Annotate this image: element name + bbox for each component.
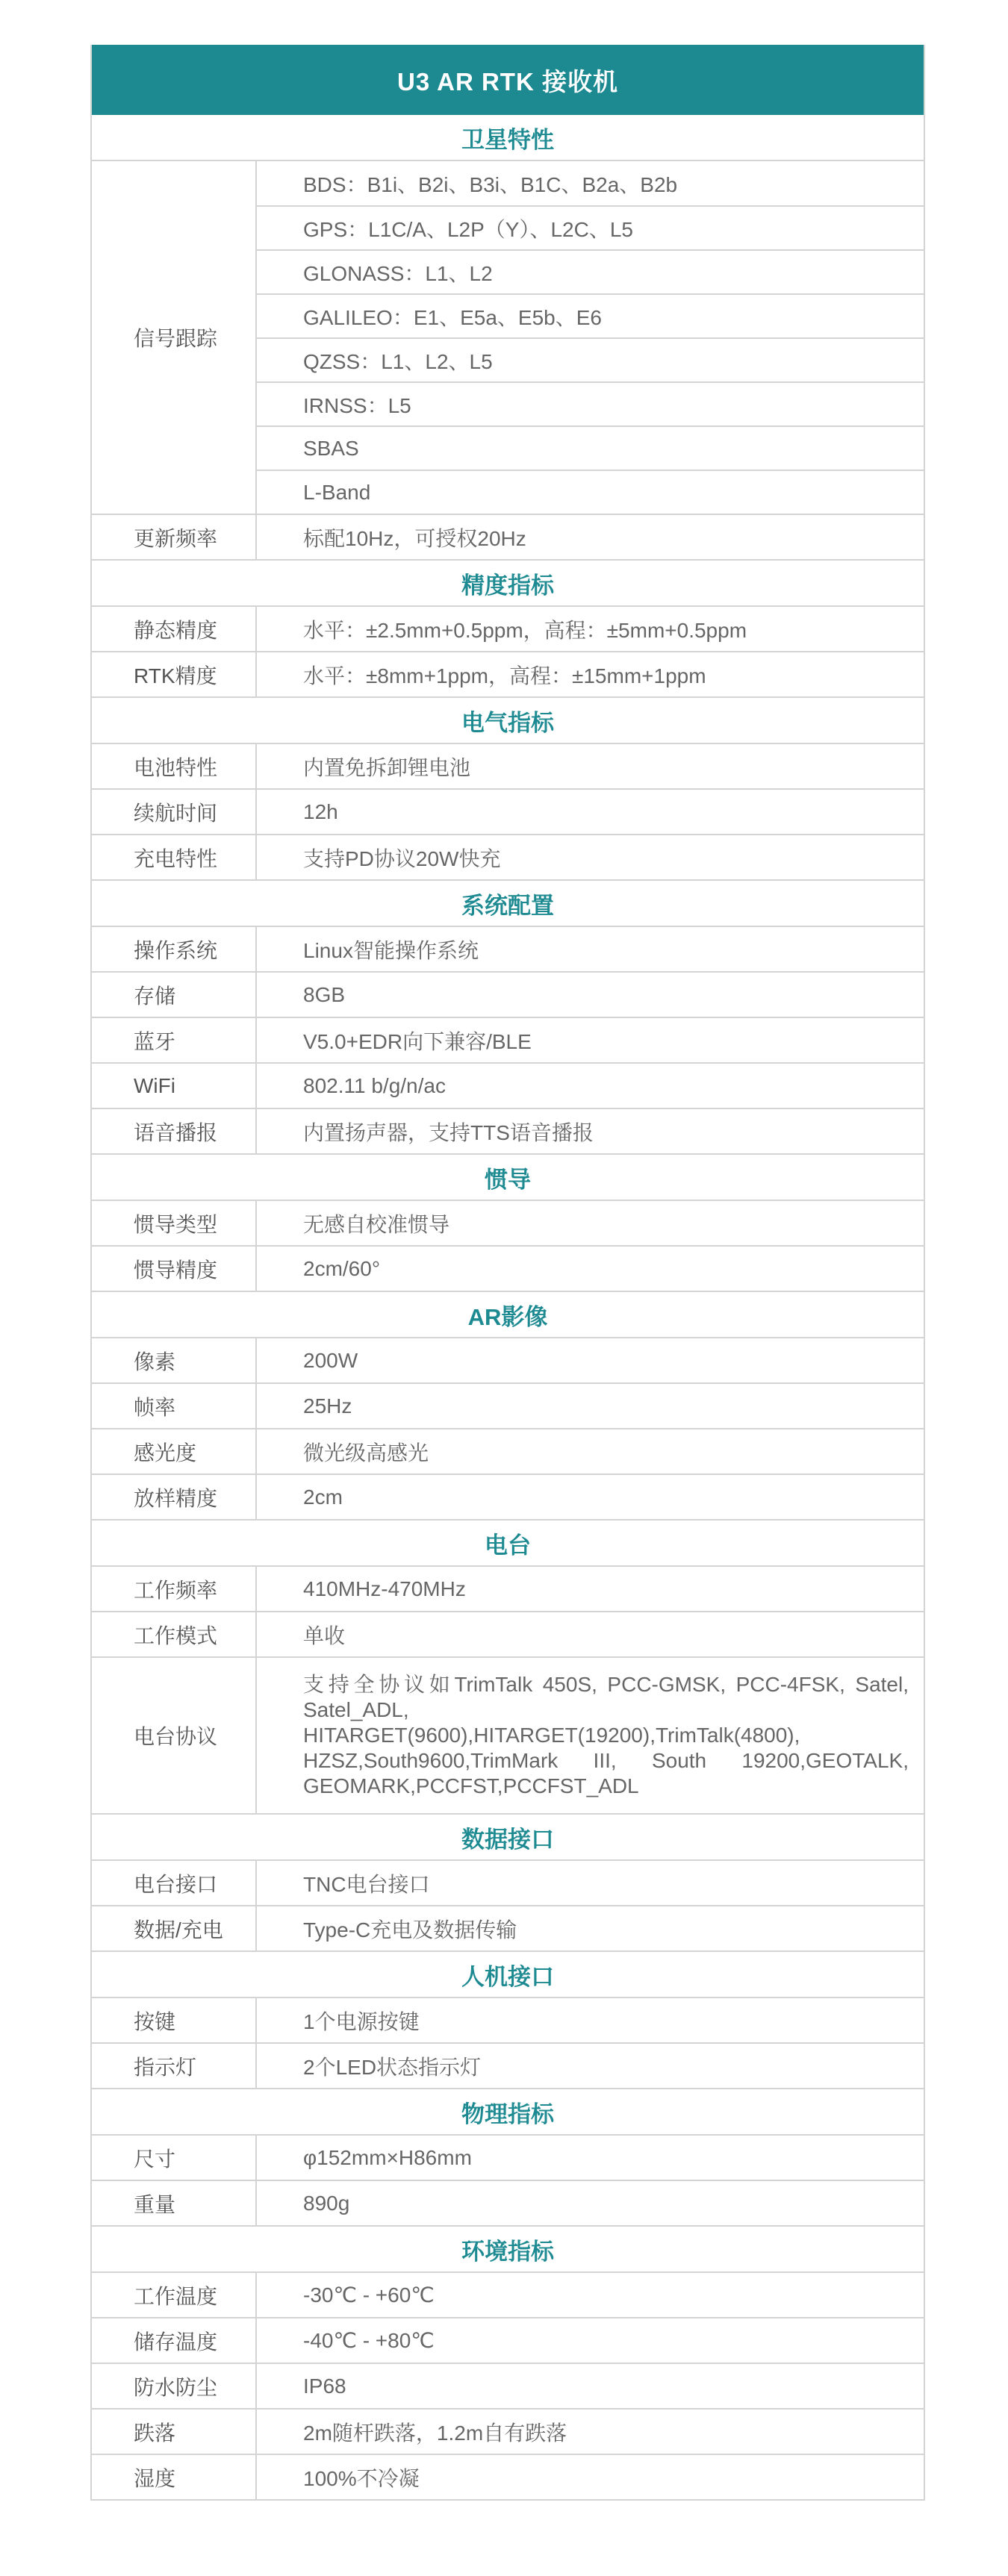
spec-values <box>257 1475 924 1519</box>
spec-label: 操作系统 <box>92 927 257 971</box>
spec-label: 储存温度 <box>92 2318 257 2363</box>
spec-label: 续航时间 <box>92 790 257 834</box>
spec-label: 湿度 <box>92 2455 257 2499</box>
spec-value: 无感自校准惯导 <box>303 1212 450 1236</box>
spec-label: 尺寸 <box>92 2136 257 2180</box>
spec-values <box>257 2364 924 2408</box>
spec-value: 1个电源按键 <box>303 2009 420 2033</box>
spec-values <box>257 1064 924 1108</box>
spec-values <box>257 2455 924 2499</box>
spec-value: 水平：±2.5mm+0.5ppm，高程：±5mm+0.5ppm <box>303 618 747 642</box>
spec-value: TNC电台接口 <box>303 1872 430 1896</box>
spec-value: IP68 <box>303 2374 346 2398</box>
section-heading: 惯导 <box>92 1155 924 1201</box>
spec-values <box>257 1429 924 1473</box>
spec-row <box>92 927 924 973</box>
spec-row <box>92 1201 924 1247</box>
spec-row <box>92 1475 924 1521</box>
section-body <box>92 1201 924 1292</box>
spec-values <box>257 1384 924 1428</box>
spec-value: 200W <box>303 1348 358 1372</box>
spec-label: 重量 <box>92 2181 257 2225</box>
spec-value: 支持全协议如TrimTalk 450S, PCC-GMSK, PCC-4FSK, Satel, Satel_ADL, HITARGET(9600),HITARGET(19200),TrimTalk(4800), HZSZ,South9600,TrimMark III, South 19200,GEOTALK, GEOMARK,PCCFST,PCCFST_ADL <box>303 1673 909 1797</box>
section-heading: 精度指标 <box>92 561 924 607</box>
section-heading: 卫星特性 <box>92 115 924 161</box>
section-heading: 电台 <box>92 1521 924 1567</box>
spec-values <box>257 2181 924 2225</box>
spec-label: 帧率 <box>92 1384 257 1428</box>
spec-label: 防水防尘 <box>92 2364 257 2408</box>
spec-values <box>257 1338 924 1382</box>
spec-label: 工作频率 <box>92 1567 257 1611</box>
spec-row <box>92 1064 924 1109</box>
spec-label: 指示灯 <box>92 2044 257 2088</box>
spec-value: 2cm <box>303 1485 343 1509</box>
spec-label: 惯导精度 <box>92 1247 257 1291</box>
spec-values <box>257 2318 924 2363</box>
spec-row <box>92 2410 924 2455</box>
spec-row <box>92 1109 924 1155</box>
spec-row <box>92 161 924 515</box>
spec-value: Linux智能操作系统 <box>303 938 479 962</box>
spec-row <box>92 1384 924 1429</box>
spec-values <box>257 1109 924 1153</box>
spec-label: 工作模式 <box>92 1612 257 1656</box>
spec-label: RTK精度 <box>92 652 257 696</box>
spec-value: 890g <box>303 2191 350 2215</box>
spec-values <box>257 835 924 879</box>
section-body <box>92 2136 924 2227</box>
spec-values <box>257 744 924 788</box>
spec-label: 蓝牙 <box>92 1018 257 1062</box>
section-heading: 物理指标 <box>92 2089 924 2136</box>
spec-label: 像素 <box>92 1338 257 1382</box>
spec-row <box>92 1429 924 1475</box>
spec-values <box>257 973 924 1017</box>
spec-label: 工作温度 <box>92 2273 257 2317</box>
spec-value: GLONASS：L1、L2 <box>257 249 924 293</box>
spec-row <box>92 2181 924 2227</box>
spec-label: 跌落 <box>92 2410 257 2454</box>
spec-row <box>92 2455 924 2499</box>
spec-value: 微光级高感光 <box>303 1441 429 1465</box>
spec-row <box>92 515 924 561</box>
spec-row <box>92 1998 924 2044</box>
spec-row <box>92 1612 924 1658</box>
spec-value: 标配10Hz，可授权20Hz <box>303 526 526 550</box>
section-body <box>92 744 924 881</box>
spec-values <box>257 1861 924 1905</box>
spec-values <box>257 790 924 834</box>
spec-label: 惯导类型 <box>92 1201 257 1245</box>
spec-label: 静态精度 <box>92 607 257 651</box>
spec-value: BDS：B1i、B2i、B3i、B1C、B2a、B2b <box>303 172 678 196</box>
spec-value: -30℃ - +60℃ <box>303 2283 435 2307</box>
spec-value: 8GB <box>303 982 346 1006</box>
spec-row <box>92 2318 924 2364</box>
spec-value: GPS：L1C/A、L2P（Y）、L2C、L5 <box>257 205 924 249</box>
spec-row <box>92 1018 924 1064</box>
spec-values <box>257 1567 924 1611</box>
spec-value: φ152mm×H86mm <box>303 2145 472 2169</box>
spec-label: 放样精度 <box>92 1475 257 1519</box>
spec-values <box>257 161 924 514</box>
spec-value: 支持PD协议20W快充 <box>303 846 501 870</box>
spec-value: 12h <box>303 799 338 823</box>
spec-values <box>257 515 924 559</box>
section-body <box>92 161 924 561</box>
spec-values <box>257 1247 924 1291</box>
spec-value: Type-C充电及数据传输 <box>303 1918 517 1942</box>
spec-row <box>92 607 924 652</box>
spec-label: 电池特性 <box>92 744 257 788</box>
spec-value: 2cm/60° <box>303 1256 381 1280</box>
spec-value: 25Hz <box>303 1394 352 1418</box>
section-body <box>92 927 924 1155</box>
spec-value: 2m随杆跌落，1.2m自有跌落 <box>303 2421 567 2445</box>
section-heading: 数据接口 <box>92 1815 924 1861</box>
section-heading: 环境指标 <box>92 2227 924 2273</box>
spec-row <box>92 1338 924 1384</box>
section-body <box>92 1861 924 1952</box>
spec-values <box>257 1612 924 1656</box>
spec-label: 语音播报 <box>92 1109 257 1153</box>
spec-values <box>257 2410 924 2454</box>
spec-value: 410MHz-470MHz <box>303 1577 466 1600</box>
spec-table <box>90 45 925 2501</box>
spec-value: L-Band <box>257 470 924 514</box>
spec-values <box>257 652 924 696</box>
spec-values <box>257 1658 924 1813</box>
section-body <box>92 1567 924 1815</box>
spec-row <box>92 1658 924 1815</box>
spec-value: 水平：±8mm+1ppm，高程：±15mm+1ppm <box>303 664 706 687</box>
section-heading: 系统配置 <box>92 881 924 927</box>
spec-values <box>257 1906 924 1950</box>
spec-row <box>92 790 924 835</box>
section-body <box>92 1338 924 1521</box>
spec-value: 内置免拆卸锂电池 <box>303 755 471 779</box>
spec-label: 电台接口 <box>92 1861 257 1905</box>
spec-values <box>257 607 924 651</box>
spec-value: 100%不冷凝 <box>303 2466 420 2490</box>
spec-row <box>92 652 924 698</box>
spec-value: SBAS <box>257 425 924 470</box>
spec-value: 802.11 b/g/n/ac <box>303 1073 446 1097</box>
spec-label: 电台协议 <box>92 1658 257 1813</box>
section-heading: AR影像 <box>92 1292 924 1338</box>
table-title: U3 AR RTK 接收机 <box>92 45 924 115</box>
section-body <box>92 2273 924 2499</box>
spec-values <box>257 2273 924 2317</box>
spec-row <box>92 973 924 1018</box>
spec-label: 更新频率 <box>92 515 257 559</box>
section-heading: 电气指标 <box>92 698 924 744</box>
spec-label: 感光度 <box>92 1429 257 1473</box>
section-heading: 人机接口 <box>92 1952 924 1998</box>
spec-row <box>92 1247 924 1292</box>
spec-values <box>257 1018 924 1062</box>
spec-label: WiFi <box>92 1064 257 1108</box>
spec-value: -40℃ - +80℃ <box>303 2329 435 2352</box>
spec-value: V5.0+EDR向下兼容/BLE <box>303 1029 532 1053</box>
spec-values <box>257 1998 924 2042</box>
spec-value: QZSS：L1、L2、L5 <box>257 337 924 381</box>
section-body <box>92 607 924 698</box>
spec-values <box>257 2044 924 2088</box>
spec-row <box>92 1567 924 1612</box>
spec-label: 存储 <box>92 973 257 1017</box>
spec-row <box>92 2044 924 2089</box>
spec-label: 充电特性 <box>92 835 257 879</box>
spec-row <box>92 2364 924 2410</box>
spec-row <box>92 1906 924 1952</box>
spec-label: 数据/充电 <box>92 1906 257 1950</box>
spec-value: 内置扬声器，支持TTS语音播报 <box>303 1120 594 1144</box>
section-body <box>92 1998 924 2089</box>
spec-row <box>92 744 924 790</box>
spec-values <box>257 1201 924 1245</box>
spec-values <box>257 2136 924 2180</box>
spec-row <box>92 835 924 881</box>
spec-sections <box>92 115 924 2499</box>
spec-value: 单收 <box>303 1624 346 1647</box>
spec-row <box>92 2136 924 2181</box>
spec-value: IRNSS：L5 <box>257 381 924 425</box>
spec-row <box>92 2273 924 2318</box>
spec-value: 2个LED状态指示灯 <box>303 2055 482 2079</box>
spec-values <box>257 927 924 971</box>
spec-label: 按键 <box>92 1998 257 2042</box>
spec-label: 信号跟踪 <box>92 161 257 514</box>
spec-value: GALILEO：E1、E5a、E5b、E6 <box>257 293 924 337</box>
spec-row <box>92 1861 924 1906</box>
